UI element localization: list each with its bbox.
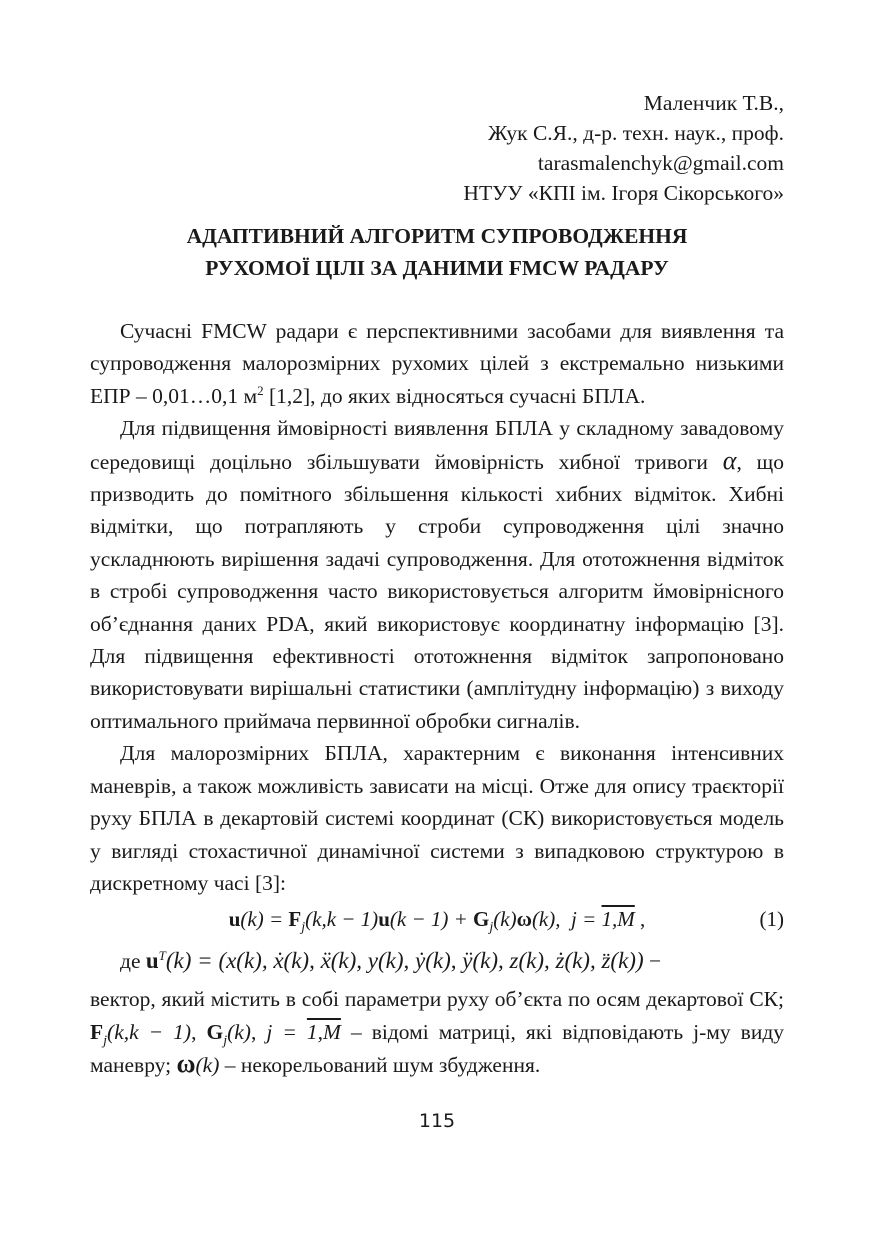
superscript: 2 <box>257 382 264 398</box>
eq-tail: , <box>634 907 646 932</box>
eq-u2: u <box>378 907 390 932</box>
eq-F-arg: (k,k − 1) <box>305 907 379 932</box>
author-line-1: Маленчик Т.В., <box>643 91 784 115</box>
eq-j: j = <box>571 907 602 932</box>
p4-omega-arg: (k) <box>195 1053 220 1078</box>
p4-j: j = <box>266 1019 307 1044</box>
eq-omega: ω <box>516 907 532 932</box>
paragraph-2 <box>90 412 784 737</box>
vector-sup: T <box>158 948 166 964</box>
eq-F: F <box>288 907 302 932</box>
equation-1 <box>90 899 784 939</box>
paragraph-2-text: Для підвищення ймовірності виявлення БПЛА у складному завадовому середовищі доцільно збільшувати ймовірність хибної тривоги <box>90 416 784 474</box>
vector-dash: − <box>643 949 662 974</box>
author-email: tarasmalenchyk@gmail.com <box>537 151 784 175</box>
paragraph-1-text: Сучасні FMCW радари є перспективними засобами для виявлення та супроводження малорозмірних рухомих цілей з екстремально низькими ЕПР – 0,01…0,1 м <box>90 319 784 408</box>
paragraph-3 <box>90 737 784 899</box>
paragraph-4 <box>90 983 784 1081</box>
p4-comma-2: , <box>250 1019 267 1044</box>
eq-u: u <box>228 907 241 932</box>
p4-comma-1: , <box>191 1019 207 1044</box>
body-text <box>90 315 784 1082</box>
paragraph-4-text-1: вектор, який містить в собі параметри руху об’єкта по осям декартової СК; <box>90 987 784 1012</box>
p4-F-sub: j <box>103 1033 108 1049</box>
p4-G-sub: j <box>223 1033 228 1049</box>
eq-F-sub: j <box>301 920 306 936</box>
paragraph-4-text-2: – відомі матриці, які відповідають j-му виду маневру; <box>90 1019 785 1078</box>
eq-range: 1,M <box>601 907 635 932</box>
eq-G: G <box>473 907 490 932</box>
vector-definition <box>90 939 784 983</box>
eq-G-arg: (k) <box>493 907 517 932</box>
author-affiliation: НТУУ «КПІ ім. Ігоря Сікорського» <box>463 181 784 205</box>
p4-range: 1,M <box>306 1019 341 1044</box>
vector-expr: (k) = (x(k), ẋ(k), ẍ(k), y(k), ẏ(k), ÿ(k), z(k), ż(k), z̈(k)) <box>165 948 644 974</box>
author-block <box>463 88 784 208</box>
paragraph-1-text-end: [1,2], до яких відносяться сучасні БПЛА. <box>263 383 646 408</box>
p4-omega: ω <box>176 1049 196 1079</box>
title-line-1: АДАПТИВНИЙ АЛГОРИТМ СУПРОВОДЖЕННЯ <box>186 224 688 248</box>
eq-u2-arg: (k − 1) + <box>389 907 474 932</box>
title-line-2: РУХОМОЇ ЦІЛІ ЗА ДАНИМИ FMCW РАДАРУ <box>205 256 669 280</box>
p4-G-arg: (k) <box>227 1019 251 1044</box>
paragraph-2-text-end: , що призводить до помітного збільшення кількості хибних відміток. Хибні відмітки, що потрапляють у строби супроводження цілі значно ускладнюють вирішення задачі супроводження. Для ототожнення відміток в стробі супроводження часто використовується алгоритм ймовірнісного об’єднання даних PDA, який використовує координатну інформацію [3]. Для підвищення ефективності ототожнення відміток запропоновано використовувати вирішальні статистики (амплітудну інформацію) з виходу оптимального приймача первинної обробки сигналів. <box>90 449 784 733</box>
eq-lhs-arg: (k) = <box>240 907 289 932</box>
vector-lead: де <box>120 949 146 974</box>
paragraph-3-text: Для малорозмірних БПЛА, характерним є виконання інтенсивних маневрів, а також можливість зависати на місці. Отже для опису траєкторії руху БПЛА в декартовій системі координат (СК) використовується модель у вигляді стохастичної динамічної системи з випадковою структурою в дискретному часі [3]: <box>90 741 784 895</box>
p4-F: F <box>90 1019 104 1044</box>
page-number: 115 <box>418 1110 456 1132</box>
paragraph-1 <box>90 315 784 412</box>
alpha-symbol: α <box>722 445 737 475</box>
vector-u: u <box>145 948 159 974</box>
p4-G: G <box>206 1019 224 1044</box>
p4-F-arg: (k,k − 1) <box>107 1019 192 1044</box>
paper-title <box>0 220 874 284</box>
eq-G-sub: j <box>489 920 494 936</box>
eq-omega-arg: (k), <box>531 907 561 932</box>
paragraph-4-text-3: – некорельований шум збудження. <box>219 1053 541 1078</box>
author-line-2: Жук С.Я., д-р. техн. наук., проф. <box>488 121 784 145</box>
equation-number: (1) <box>759 907 784 932</box>
